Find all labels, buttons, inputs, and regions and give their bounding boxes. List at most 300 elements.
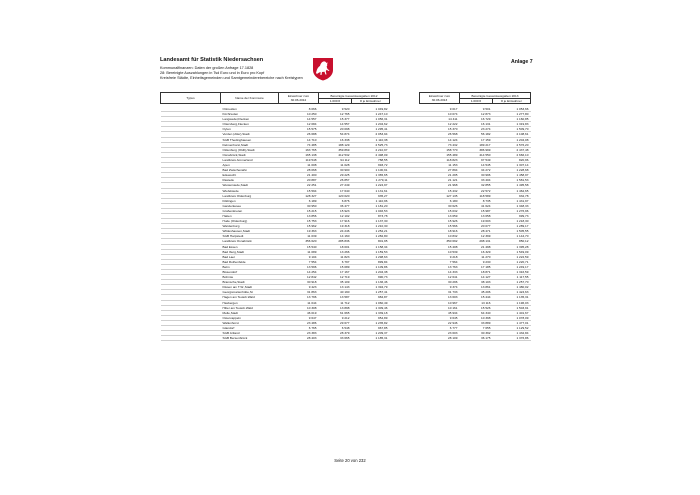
cell-tsd-2012: 9 520	[319, 107, 352, 112]
cell-ew-2013: 14 411	[420, 117, 460, 122]
cell-name: Bohmte	[221, 275, 279, 280]
cell-pro-kopf-2013: 1 424,63	[493, 290, 531, 295]
cell-ew-2013: 15 432	[420, 188, 460, 193]
cell-tsd-2013: 189 217	[460, 142, 493, 147]
cell-pro-kopf-2013: 1 432,84	[493, 331, 531, 336]
cell-tsd-2012: 29 225	[319, 173, 352, 178]
cell-tsd-2012: 285 836	[319, 239, 352, 244]
cell-tsd-2012: 11 028	[319, 163, 352, 168]
cell-name: Bramsche,Stadt	[221, 280, 279, 285]
cell-ew-2012: 11 089	[279, 249, 319, 254]
cell-pro-kopf-2012: 873,78	[352, 213, 390, 218]
cell-tsd-2013: 118 589	[460, 193, 493, 198]
cell-name: Hatten	[221, 213, 279, 218]
cell-name: Kirchrieden	[221, 112, 279, 117]
annex-label: Anlage 7	[511, 59, 533, 65]
cell-tsd-2013: 56 182	[460, 132, 493, 137]
cell-pro-kopf-2012: 1 185,31	[352, 336, 390, 341]
cell-tsd-2012: 9 212	[319, 315, 352, 320]
subtitle-line-2: 28: Bereinigte Auszahlungen in Tsd Euro und in Euro pro Kopf	[160, 71, 265, 75]
table-body	[161, 107, 531, 341]
cell-ew-2012: 15 215	[279, 208, 319, 213]
cell-name: Delmenhorst,Stadt	[221, 142, 279, 147]
cell-pro-kopf-2013: 820,96	[493, 157, 531, 162]
cell-pro-kopf-2012: 1 204,62	[352, 122, 390, 127]
cell-tsd-2013: 298 131	[460, 239, 493, 244]
cell-name: Großenkneten	[221, 208, 279, 213]
cell-pro-kopf-2013: 1 249,17	[493, 264, 531, 269]
cell-ew-2013: 21 121	[420, 178, 460, 183]
header-tsd-2012: 1.000 €	[319, 99, 352, 104]
cell-tsd-2012: 6 876	[319, 198, 352, 203]
cell-name: Oldenburg (Oldb),Stadt	[221, 147, 279, 152]
cell-tsd-2012: 6 548	[319, 326, 352, 331]
cell-ew-2012: 9 647	[279, 315, 319, 320]
cell-ew-2012: 10 308	[279, 305, 319, 310]
cell-ew-2013: 13 603	[420, 295, 460, 300]
cell-pro-kopf-2013: 1 307,14	[493, 163, 531, 168]
cell-pro-kopf-2013: 999,73	[493, 213, 531, 218]
cell-tsd-2013: 41 624	[460, 203, 493, 208]
cell-ew-2013: 10 074	[420, 112, 460, 117]
header-tsd-2013: 1.000 €	[460, 99, 493, 104]
cell-name: Bad Laer	[221, 254, 279, 259]
cell-pro-kopf-2012: 1 394,79	[352, 285, 390, 290]
cell-ew-2013: 10 967	[420, 300, 460, 305]
cell-tsd-2012: 17 640	[319, 188, 352, 193]
cell-ew-2012: 11 008	[279, 163, 319, 168]
cell-pro-kopf-2013: 1 129,52	[493, 326, 531, 331]
cell-pro-kopf-2012: 1 060,49	[352, 300, 390, 305]
cell-tsd-2013: 38 103	[460, 280, 493, 285]
cell-ew-2012: 15 962	[279, 224, 319, 229]
cell-tsd-2013: 7 655	[460, 326, 493, 331]
cell-tsd-2013: 34 272	[460, 168, 493, 173]
cell-pro-kopf-2013: 2 108,61	[493, 132, 531, 137]
cell-tsd-2013: 8 735	[460, 198, 493, 203]
cell-name: Landkreis Oldenburg	[221, 193, 279, 198]
cell-ew-2012: 165 138	[279, 152, 319, 157]
cell-ew-2013: 22 946	[420, 320, 460, 325]
cell-ew-2013: 31 733	[420, 290, 460, 295]
cell-ew-2012: 12 842	[279, 275, 319, 280]
cell-tsd-2012: 11 823	[319, 254, 352, 259]
cell-ew-2013: 9 645	[420, 315, 460, 320]
cell-ew-2013: 11 153	[420, 163, 460, 168]
cell-ew-2012: 356 620	[279, 239, 319, 244]
cell-ew-2013: 12 222	[420, 122, 460, 127]
cell-tsd-2012: 12 719	[319, 275, 352, 280]
cell-ew-2012: 30 918	[279, 280, 319, 285]
cell-ew-2012: 6 189	[279, 198, 319, 203]
cell-tsd-2013: 19 603	[460, 219, 493, 224]
cell-ew-2013: 30 626	[420, 203, 460, 208]
cell-tsd-2013: 13 861	[460, 285, 493, 290]
cell-pro-kopf-2012: 2 053,94	[352, 132, 390, 137]
cell-pro-kopf-2012: 801,95	[352, 239, 390, 244]
cell-tsd-2013: 10 398	[460, 315, 493, 320]
cell-pro-kopf-2013: 1 509,70	[493, 127, 531, 132]
cell-ew-2012: 119 548	[279, 157, 319, 162]
cell-tsd-2012: 24 246	[319, 229, 352, 234]
cell-pro-kopf-2013: 1 458,97	[493, 173, 531, 178]
cell-name: Verden (Aller),Stadt	[221, 132, 279, 137]
cell-pro-kopf-2013: 1 117,55	[493, 275, 531, 280]
cell-tsd-2013: 20 077	[460, 224, 493, 229]
cell-tsd-2012: 29 677	[319, 320, 352, 325]
cell-tsd-2013: 13 116	[460, 300, 493, 305]
cell-tsd-2012: 15 377	[319, 117, 352, 122]
cell-tsd-2012: 19 318	[319, 224, 352, 229]
cell-tsd-2013: 9 230	[460, 259, 493, 264]
cell-pro-kopf-2013: 1 316,59	[493, 270, 531, 275]
cell-pro-kopf-2013: 1 289,17	[493, 224, 531, 229]
cell-pro-kopf-2012: 1 100,91	[352, 168, 390, 173]
cell-ew-2013: 15 566	[420, 224, 460, 229]
cell-pro-kopf-2013: 1 376,86	[493, 336, 531, 341]
cell-tsd-2013: 13 658	[460, 213, 493, 218]
cell-tsd-2012: 40 190	[319, 290, 352, 295]
cell-name: SGB Artland	[221, 331, 279, 336]
cell-ew-2013: 10 161	[420, 305, 460, 310]
cell-tsd-2013: 15 987	[460, 208, 493, 213]
cell-pro-kopf-2013: 1 277,80	[493, 112, 531, 117]
cell-pro-kopf-2012: 1 159,53	[352, 249, 390, 254]
cell-name: Bad Essen	[221, 244, 279, 249]
cell-tsd-2013: 16 329	[460, 249, 493, 254]
cell-ew-2013: 15 408	[420, 244, 460, 249]
cell-name: SGB Harpstedt	[221, 234, 279, 239]
cell-tsd-2013: 16 131	[460, 122, 493, 127]
cell-tsd-2012: 13 266	[319, 249, 352, 254]
cell-pro-kopf-2013: 1 431,97	[493, 198, 531, 203]
cell-ew-2012: 128 327	[279, 193, 319, 198]
cell-ew-2012: 23 486	[279, 320, 319, 325]
cell-pro-kopf-2012: 1 339,18	[352, 310, 390, 315]
cell-ew-2013: 118 823	[420, 157, 460, 162]
cell-tsd-2013: 18 871	[460, 270, 493, 275]
cell-name: Landkreis Osnabrück	[221, 239, 279, 244]
cell-name: Hude (Oldenburg)	[221, 219, 279, 224]
cell-ew-2013: 13 763	[420, 264, 460, 269]
cell-tsd-2013: 386 999	[460, 147, 493, 152]
cell-pro-kopf-2012: 1 252,21	[352, 229, 390, 234]
cell-ew-2012: 19 363	[279, 229, 319, 234]
cell-pro-kopf-2012: 899,84	[352, 259, 390, 264]
cell-pro-kopf-2012: 1 209,37	[352, 331, 390, 336]
cell-pro-kopf-2013: 1 257,70	[493, 280, 531, 285]
cell-pro-kopf-2013: 2 576,20	[493, 142, 531, 147]
cell-pro-kopf-2013: 1 581,53	[493, 178, 531, 183]
cell-name: Belm	[221, 264, 279, 269]
header-group-2012: Bereinigte Gesamtausgaben 2012	[319, 93, 390, 99]
cell-ew-2013: 30 296	[420, 280, 460, 285]
header-name: Name der Kommune	[221, 93, 279, 104]
cell-tsd-2013: 414 550	[460, 152, 493, 157]
header-typus: Typus	[161, 93, 221, 104]
cell-name: Landkreis Ammerland	[221, 157, 279, 162]
cell-pro-kopf-2012: 1 279,11	[352, 178, 390, 183]
cell-ew-2012: 14 710	[279, 137, 319, 142]
cell-name: Bad Iburg,Stadt	[221, 249, 279, 254]
cell-tsd-2012: 14 557	[319, 122, 352, 127]
cell-ew-2013: 26 568	[420, 132, 460, 137]
cell-pro-kopf-2013: 1 549,09	[493, 249, 531, 254]
cell-tsd-2013: 22 572	[460, 188, 493, 193]
cell-tsd-2013: 12 399	[460, 234, 493, 239]
cell-ew-2012: 163 765	[279, 147, 319, 152]
cell-pro-kopf-2012: 993,72	[352, 163, 390, 168]
cell-pro-kopf-2012: 1 136,46	[352, 280, 390, 285]
header-group-2013: Bereinigte Gesamtausgaben 2013	[460, 93, 531, 99]
cell-ew-2013: 7 564	[420, 259, 460, 264]
cell-pro-kopf-2013: 1 222,59	[493, 254, 531, 259]
cell-tsd-2013: 16 729	[460, 117, 493, 122]
cell-pro-kopf-2012: 1 137,30	[352, 219, 390, 224]
cell-ew-2012: 13 796	[279, 295, 319, 300]
cell-name: Glandorf	[221, 326, 279, 331]
cell-ew-2013: 155 489	[420, 152, 460, 157]
cell-name: Wildeshausen,Stadt	[221, 229, 279, 234]
cell-pro-kopf-2012: 1 235,82	[352, 320, 390, 325]
cell-ew-2012: 14 557	[279, 117, 319, 122]
cell-ew-2012: 30 950	[279, 203, 319, 208]
table-row	[161, 336, 531, 341]
cell-name: SGB Thedinghausen	[221, 137, 279, 142]
cell-name: Melle,Stadt	[221, 310, 279, 315]
cell-tsd-2012: 33 665	[319, 336, 352, 341]
cell-name: Osnabrück,Stadt	[221, 152, 279, 157]
cell-tsd-2012: 16 338	[319, 137, 352, 142]
cell-tsd-2012: 11 712	[319, 300, 352, 305]
cell-ew-2013: 15 032	[420, 208, 460, 213]
cell-name: Apen	[221, 163, 279, 168]
cell-pro-kopf-2012: 1 204,38	[352, 270, 390, 275]
cell-ew-2013: 23 603	[420, 331, 460, 336]
cell-pro-kopf-2012: 954,89	[352, 315, 390, 320]
cell-ew-2012: 14 254	[279, 270, 319, 275]
cell-ew-2013: 12 641	[420, 275, 460, 280]
cell-tsd-2012: 13 587	[319, 295, 352, 300]
cell-tsd-2013: 45 206	[460, 290, 493, 295]
cell-pro-kopf-2012: 1 049,82	[352, 107, 390, 112]
cell-tsd-2013: 12 873	[460, 112, 493, 117]
page-number: Seite 20 von 232	[334, 458, 366, 463]
cell-ew-2012: 8 066	[279, 107, 319, 112]
cell-ew-2012: 28 403	[279, 336, 319, 341]
cell-ew-2013: 9 017	[420, 107, 460, 112]
cell-tsd-2012: 28 379	[319, 331, 352, 336]
cell-pro-kopf-2013: 1 218,30	[493, 219, 531, 224]
cell-ew-2013: 6 777	[420, 326, 460, 331]
cell-pro-kopf-2013: 1 135,31	[493, 295, 531, 300]
cell-tsd-2012: 120 020	[319, 193, 352, 198]
cell-name: Wallenhorst	[221, 320, 279, 325]
cell-ew-2012: 13 596	[279, 264, 319, 269]
cell-pro-kopf-2013: 1 220,71	[493, 259, 531, 264]
cell-pro-kopf-2013: 2 666,10	[493, 152, 531, 157]
cell-pro-kopf-2013: 1 053,66	[493, 107, 531, 112]
cell-tsd-2013: 11 270	[460, 254, 493, 259]
cell-tsd-2013: 30 996	[460, 173, 493, 178]
cell-pro-kopf-2012: 1 131,61	[352, 188, 390, 193]
cell-pro-kopf-2013: 1 276,96	[493, 208, 531, 213]
cell-tsd-2012: 412 532	[319, 152, 352, 157]
cell-name: Langwedel,Flecken	[221, 117, 279, 122]
cell-ew-2012: 11 044	[279, 300, 319, 305]
header-spacer	[390, 93, 420, 104]
cell-pro-kopf-2013: 1 348,33	[493, 203, 531, 208]
cell-ew-2013: 73 432	[420, 142, 460, 147]
cell-ew-2012: 9 423	[279, 285, 319, 290]
cell-ew-2012: 28 068	[279, 168, 319, 173]
cell-pro-kopf-2012: 1 298,63	[352, 254, 390, 259]
cell-pro-kopf-2013: 850,12	[493, 239, 531, 244]
cell-tsd-2012: 36 477	[319, 203, 352, 208]
cell-name: Ganderkesee	[221, 203, 279, 208]
cell-tsd-2013: 28 471	[460, 229, 493, 234]
cell-tsd-2013: 33 404	[460, 178, 493, 183]
coat-of-arms-logo	[312, 57, 334, 81]
cell-ew-2013: 13 659	[420, 213, 460, 218]
cell-tsd-2013: 33 889	[460, 320, 493, 325]
cell-pro-kopf-2012: 2 210,97	[352, 147, 390, 152]
cell-ew-2012: 20 887	[279, 178, 319, 183]
cell-name: Hilter am Teutob.Wald	[221, 305, 279, 310]
cell-tsd-2013: 17 159	[460, 137, 493, 142]
cell-tsd-2012: 20 098	[319, 127, 352, 132]
cell-pro-kopf-2012: 935,27	[352, 193, 390, 198]
cell-pro-kopf-2012: 1 309,46	[352, 305, 390, 310]
cell-pro-kopf-2012: 1 295,41	[352, 127, 390, 132]
cell-name: Westerstede,Stadt	[221, 183, 279, 188]
cell-tsd-2012: 13 898	[319, 305, 352, 310]
cell-pro-kopf-2012: 1 365,65	[352, 173, 390, 178]
cell-ew-2012: 12 084	[279, 122, 319, 127]
cell-pro-kopf-2013: 1 319,83	[493, 122, 531, 127]
cell-ew-2013: 9 374	[420, 285, 460, 290]
cell-tsd-2013: 14 545	[460, 163, 493, 168]
cell-pro-kopf-2012: 1 282,80	[352, 234, 390, 239]
cell-ew-2013: 15 926	[420, 219, 460, 224]
cell-name: Wardenburg	[221, 224, 279, 229]
cell-pro-kopf-2013: 932,78	[493, 193, 531, 198]
cell-pro-kopf-2012: 990,73	[352, 275, 390, 280]
cell-tsd-2012: 17 916	[319, 219, 352, 224]
cell-ew-2013: 45 934	[420, 310, 460, 315]
cell-pro-kopf-2013: 1 462,65	[493, 188, 531, 193]
cell-pro-kopf-2013: 1 144,70	[493, 234, 531, 239]
cell-pro-kopf-2012: 1 158,34	[352, 244, 390, 249]
header-pro-kopf-2012: € je Einwohner	[352, 99, 390, 104]
cell-name: Hasbergen	[221, 300, 279, 305]
cell-tsd-2012: 6 797	[319, 259, 352, 264]
cell-ew-2012: 31 863	[279, 290, 319, 295]
cell-pro-kopf-2012: 1 257,41	[352, 290, 390, 295]
cell-tsd-2013: 23 274	[460, 127, 493, 132]
subtitle-line-3: Kreisfreie Städte, Einheitsgemeinden und Samtgemeinderebereiche nach Kreistypen	[160, 76, 303, 80]
cell-ew-2013: 127 135	[420, 193, 460, 198]
expenditure-table	[160, 92, 531, 341]
cell-ew-2013: 350 692	[420, 239, 460, 244]
cell-name: Georgsmarienhütte,St	[221, 290, 279, 295]
cell-tsd-2012: 26 857	[319, 178, 352, 183]
cell-tsd-2012: 18 001	[319, 244, 352, 249]
cell-ew-2013: 9 218	[420, 254, 460, 259]
cell-tsd-2012: 15 089	[319, 264, 352, 269]
cell-tsd-2012: 12 765	[319, 112, 352, 117]
cell-tsd-2012: 17 167	[319, 270, 352, 275]
cell-pro-kopf-2012: 2 525,73	[352, 142, 390, 147]
cell-pro-kopf-2013: 1 505,55	[493, 229, 531, 234]
cell-tsd-2013: 30 392	[460, 331, 493, 336]
cell-pro-kopf-2012: 1 046,53	[352, 208, 390, 213]
cell-ew-2013: 10 539	[420, 249, 460, 254]
cell-name: Hagen am Teutob.Wald	[221, 295, 279, 300]
cell-ew-2012: 9 104	[279, 254, 319, 259]
cell-name: Dissen am T.W.,Stadt	[221, 285, 279, 290]
cell-pro-kopf-2013: 1 477,01	[493, 320, 531, 325]
cell-ew-2012: 15 594	[279, 188, 319, 193]
cell-tsd-2012: 13 143	[319, 285, 352, 290]
cell-ew-2013: 27 894	[420, 168, 460, 173]
cell-tsd-2013: 36 175	[460, 336, 493, 341]
cell-name: Oyten	[221, 127, 279, 132]
cell-tsd-2013: 17 185	[460, 264, 493, 269]
cell-tsd-2013: 15 444	[460, 295, 493, 300]
cell-name: Dötlingen	[221, 198, 279, 203]
cell-tsd-2012: 94 112	[319, 157, 352, 162]
cell-ew-2012: 22 251	[279, 183, 319, 188]
cell-pro-kopf-2012: 1 056,31	[352, 117, 390, 122]
cell-ew-2012: 6 765	[279, 326, 319, 331]
cell-name: Rastede	[221, 178, 279, 183]
cell-ew-2013: 28 109	[420, 336, 460, 341]
cell-tsd-2013: 64 340	[460, 310, 493, 315]
cell-tsd-2013: 97 549	[460, 157, 493, 162]
cell-name: Wiefelstede	[221, 188, 279, 193]
cell-ew-2013: 14 124	[420, 137, 460, 142]
cell-ew-2013: 15 370	[420, 127, 460, 132]
cell-tsd-2013: 9 501	[460, 107, 493, 112]
cell-pro-kopf-2013: 1 078,09	[493, 315, 531, 320]
cell-name: Ottersberg,Flecken	[221, 122, 279, 127]
cell-ew-2012: 15 575	[279, 127, 319, 132]
cell-pro-kopf-2012: 1 109,86	[352, 264, 390, 269]
cell-pro-kopf-2012: 1 110,96	[352, 198, 390, 203]
cell-pro-kopf-2012: 1 181,20	[352, 203, 390, 208]
header-ew-2013: Einwohner zum 30.06.2013	[420, 93, 460, 104]
cell-name: Ottmeiden	[221, 107, 279, 112]
cell-tsd-2013: 15 526	[460, 305, 493, 310]
cell-tsd-2012: 27 249	[319, 183, 352, 188]
cell-tsd-2012: 30 900	[319, 168, 352, 173]
cell-ew-2012: 15 540	[279, 244, 319, 249]
header-pro-kopf-2013: € je Einwohner	[493, 99, 531, 104]
cell-name: Edewecht	[221, 173, 279, 178]
cell-ew-2012: 26 688	[279, 132, 319, 137]
cell-tsd-2012: 359 869	[319, 147, 352, 152]
cell-name: Bad Zwischenahn	[221, 168, 279, 173]
agency-title: Landesamt für Statistik Niedersachsen	[160, 57, 264, 63]
cell-pro-kopf-2012: 984,87	[352, 295, 390, 300]
cell-ew-2012: 46 019	[279, 310, 319, 315]
cell-name: Ostercappeln	[221, 315, 279, 320]
cell-ew-2012: 7 554	[279, 259, 319, 264]
cell-spacer	[390, 336, 420, 341]
cell-pro-kopf-2012: 967,85	[352, 326, 390, 331]
cell-ew-2013: 158 770	[420, 147, 460, 152]
